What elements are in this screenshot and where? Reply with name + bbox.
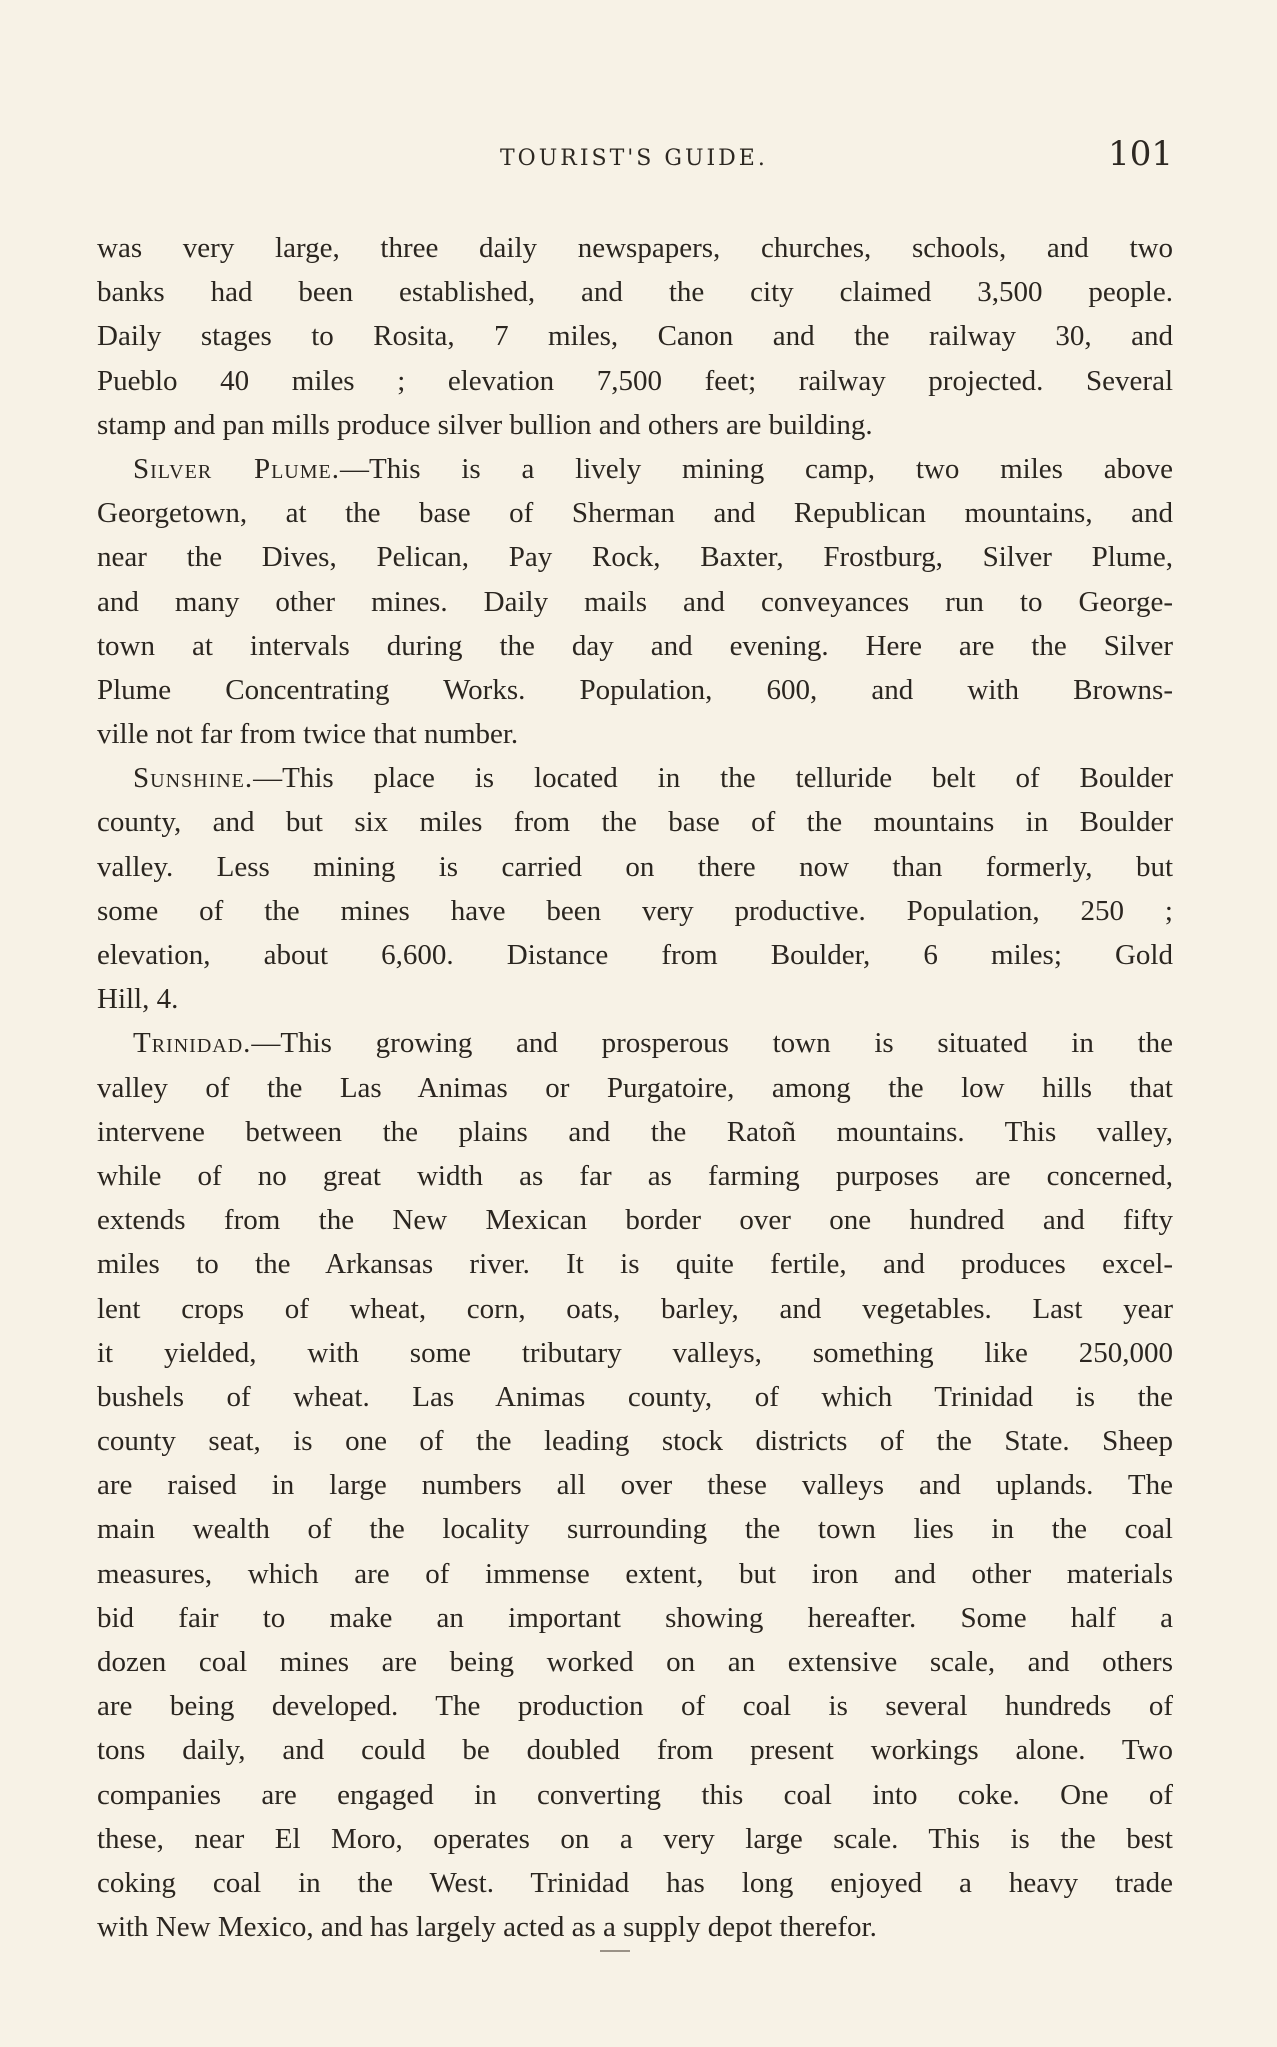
section-heading-silver-plume: Silver Plume. [133, 452, 341, 485]
text-line: coking coal in the West. Trinidad has long enjoyed a heavy trade [97, 1866, 1173, 1899]
text-run: —This is a lively mining camp, two miles above [340, 452, 1173, 485]
text-line: stamp and pan mills produce silver bullion and others are building. [97, 408, 873, 441]
running-title: TOURIST'S GUIDE. [500, 146, 768, 171]
text-line: with New Mexico, and has largely acted as a supply depot therefor. [97, 1911, 877, 1944]
text-line: ville not far from twice that number. [97, 718, 519, 751]
body-text [97, 226, 1173, 1949]
text-run: —This growing and prosperous town is situated in the [251, 1027, 1173, 1060]
text-line: Pueblo 40 miles ; elevation 7,500 feet; railway projected. Several [97, 364, 1173, 397]
text-line: and many other mines. Daily mails and conveyances run to George- [97, 585, 1173, 618]
text-line: elevation, about 6,600. Distance from Boulder, 6 miles; Gold [97, 939, 1173, 971]
text-line: it yielded, with some tributary valleys, something like 250,000 [97, 1336, 1173, 1369]
text-line: lent crops of wheat, corn, oats, barley, and vegetables. Last year [97, 1292, 1173, 1325]
text-line: miles to the Arkansas river. It is quite fertile, and produces excel- [97, 1248, 1173, 1281]
text-line: county seat, is one of the leading stock districts of the State. Sheep [97, 1425, 1173, 1458]
text-line: Daily stages to Rosita, 7 miles, Canon and the railway 30, and [97, 320, 1173, 353]
text-line: town at intervals during the day and evening. Here are the Silver [97, 629, 1173, 662]
text-line: valley. Less mining is carried on there now than formerly, but [97, 850, 1173, 883]
section-heading-sunshine: Sunshine. [133, 762, 254, 795]
text-line: bushels of wheat. Las Animas county, of which Trinidad is the [97, 1380, 1173, 1413]
text-line: while of no great width as far as farming purposes are concerned, [97, 1159, 1173, 1192]
text-line: bid fair to make an important showing hereafter. Some half a [97, 1601, 1173, 1634]
text-line: these, near El Moro, operates on a very large scale. This is the best [97, 1822, 1173, 1855]
page-number: 101 [1108, 134, 1173, 174]
text-line: are raised in large numbers all over these valleys and uplands. The [97, 1469, 1173, 1502]
text-run: —This place is located in the telluride belt of Boulder [253, 762, 1173, 795]
text-line: intervene between the plains and the Ratoñ mountains. This valley, [97, 1115, 1173, 1148]
text-line: Hill, 4. [97, 983, 179, 1016]
running-head [0, 134, 1277, 184]
paragraph-first-line [97, 756, 1173, 800]
paragraph-first-line [97, 447, 1173, 491]
text-line: main wealth of the locality surrounding the town lies in the coal [97, 1513, 1173, 1546]
text-line: some of the mines have been very productive. Population, 250 ; [97, 894, 1173, 927]
text-line: Plume Concentrating Works. Population, 600, and with Browns- [97, 673, 1173, 706]
text-line: valley of the Las Animas or Purgatoire, among the low hills that [97, 1071, 1173, 1104]
text-line: extends from the New Mexican border over one hundred and fifty [97, 1204, 1173, 1237]
text-line: county, and but six miles from the base of the mountains in Boulder [97, 806, 1173, 839]
text-line: Georgetown, at the base of Sherman and Republican mountains, and [97, 497, 1173, 530]
text-line: banks had been established, and the city claimed 3,500 people. [97, 276, 1173, 309]
text-line: was very large, three daily newspapers, churches, schools, and two [97, 232, 1173, 264]
text-line: tons daily, and could be doubled from present workings alone. Two [97, 1734, 1173, 1767]
paragraph-first-line [97, 1021, 1173, 1065]
text-line: are being developed. The production of coal is several hundreds of [97, 1690, 1173, 1723]
section-heading-trinidad: Trinidad. [133, 1027, 252, 1060]
text-line: near the Dives, Pelican, Pay Rock, Baxter, Frostburg, Silver Plume, [97, 541, 1173, 574]
text-line: measures, which are of immense extent, but iron and other materials [97, 1557, 1173, 1590]
text-line: dozen coal mines are being worked on an extensive scale, and others [97, 1646, 1173, 1678]
printer-rule [600, 1950, 630, 1952]
text-line: companies are engaged in converting this coal into coke. One of [97, 1778, 1173, 1811]
